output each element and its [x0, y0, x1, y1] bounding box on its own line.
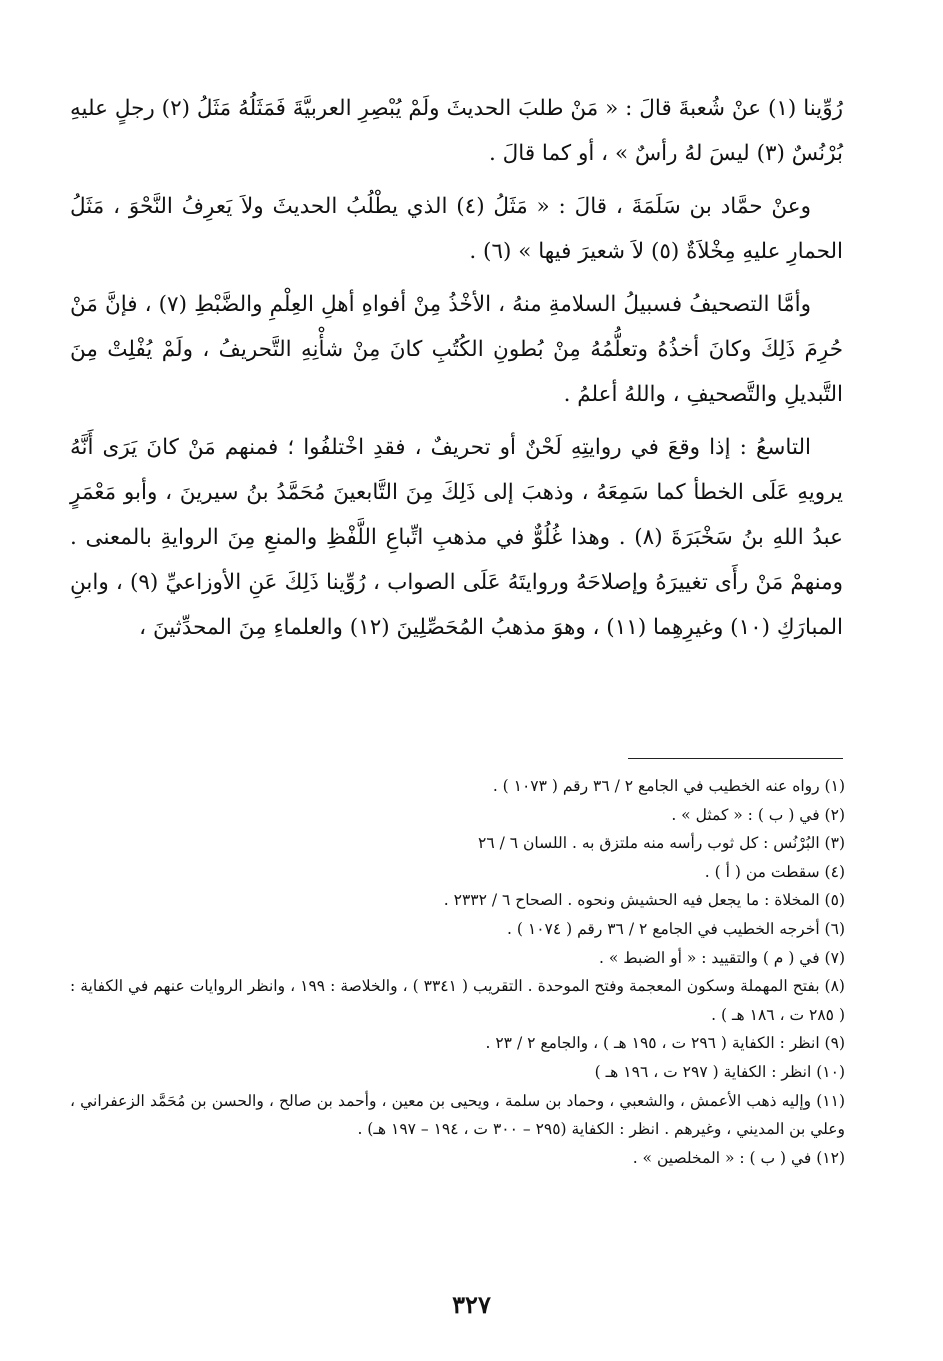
footnote-4: (٤) سقطت من ( أ ) .	[704, 862, 845, 881]
footnote-2: (٢) في ( ب ) : « كمثل » .	[671, 805, 845, 824]
footnote-11: (١١) وإليه ذهب الأعمش ، والشعبي ، وحماد بن سلمة ، ويحيى بن معين ، وأحمد بن صالح ، والحسن بن مُحَمَّد الزعفراني ، وعلي بن المديني ، وغيرهم . انظر : الكفاية (٢٩٥ – ٣٠٠ ت ، ١٩٤ – ١٩٧ هـ) .	[70, 1091, 845, 1139]
footnote-9: (٩) انظر : الكفاية ( ٢٩٦ ت ، ١٩٥ هـ ) ، والجامع ٢ / ٢٣ .	[485, 1034, 845, 1053]
page-number: ٣٢٧	[452, 1290, 491, 1319]
footnote-6: (٦) أخرجه الخطيب في الجامع ٢ / ٣٦ رقم ( ١٠٧٤ ) .	[507, 919, 845, 938]
paragraph-3: وأمَّا التصحيفُ فسبيلُ السلامةِ منهُ ، الأخْذُ مِنْ أفواهِ أهلِ العِلْمِ والضَّبْطِ (٧) ، فإنَّ مَنْ حُرِمَ ذَلِكَ وكانَ أخذُهُ وتعلُّمُهُ مِنْ بُطونِ الكُتُبِ كانَ مِنْ شأْنِهِ التَّحريفُ ، ولَمْ يُفْلِتْ مِنَ التَّبديلِ والتَّصحيفِ ، واللهُ أعلمُ .	[70, 292, 843, 407]
footnotes	[70, 772, 845, 1172]
footnote-1: (١) رواه عنه الخطيب في الجامع ٢ / ٣٦ رقم ( ١٠٧٣ ) .	[492, 777, 845, 795]
footnote-3: (٣) البُرْنُس : كل ثوب رأسه منه ملتزق به . اللسان ٦ / ٢٦	[478, 834, 845, 853]
footnote-8: (٨) بفتح المهملة وسكون المعجمة وفتح الموحدة . التقريب ( ٣٣٤١ ) ، والخلاصة : ١٩٩ ، وانظر الروايات عنهم في الكفاية : ( ٢٨٥ ت ، ١٨٦ هـ ) .	[70, 977, 845, 1024]
footnote-5: (٥) المخلاة : ما يجعل فيه الحشيش ونحوه . الصحاح ٦ / ٢٣٣٢ .	[443, 891, 845, 910]
paragraph-1: رُوِّينا (١) عنْ شُعبةَ قالَ : « مَنْ طلبَ الحديثَ ولَمْ يُبْصِرِ العربيَّةَ فَمَثَلُهُ مَثَلُ (٢) رجلٍ عليهِ بُرْنُسٌ (٣) ليسَ لهُ رأسٌ » ، أو كما قالَ .	[70, 96, 843, 166]
paragraph-2: وعنْ حمَّاد بن سَلَمَةَ ، قالَ : « مَثَلُ (٤) الذي يطْلُبُ الحديثَ ولاَ يَعرِفُ النَّحْوَ ، مَثَلُ الحمارِ عليهِ مِخْلاَةٌ (٥) لاَ شعيرَ فيها » (٦) .	[70, 194, 843, 264]
paragraph-4: التاسعُ : إذا وقعَ في روايتِهِ لَحْنٌ أو تحريفٌ ، فقدِ اخْتلفُوا ؛ فمنهم مَنْ كانَ يَرَى أَنَّهُ يرويهِ عَلَى الخطأ كما سَمِعَهُ ، وذهبَ إلى ذَلِكَ مِنَ التَّابعينَ مُحَمَّدُ بنُ سيرينَ ، وأبو مَعْمَرٍ عبدُ اللهِ بنُ سَخْبَرَةَ (٨) . وهذا غُلُوٌّ في مذهبِ اتِّباعِ اللَّفْظِ والمنعِ مِنَ الروايةِ بالمعنى . ومنهمْ مَنْ رأَى تغييرَهُ وإصلاحَهُ وروايتَهُ عَلَى الصواب ، رُوِّينا ذَلِكَ عَنِ الأوزاعيِّ (٩) ، وابنِ المبارَكِ (١٠) وغيرِهِما (١١) ، وهوَ مذهبُ المُحَصِّلِينَ (١٢) والعلماءِ مِنَ المحدِّثينَ ،	[70, 435, 843, 640]
footnote-7: (٧) في ( م ) والتقييد : « أو الضبط » .	[599, 948, 845, 967]
footnote-10: (١٠) انظر : الكفاية ( ٢٩٧ ت ، ١٩٦ هـ )	[594, 1062, 845, 1081]
footnote-12: (١٢) في ( ب ) : « المخلصين » .	[632, 1148, 845, 1167]
main-text	[70, 86, 843, 658]
footnote-separator	[628, 758, 843, 759]
